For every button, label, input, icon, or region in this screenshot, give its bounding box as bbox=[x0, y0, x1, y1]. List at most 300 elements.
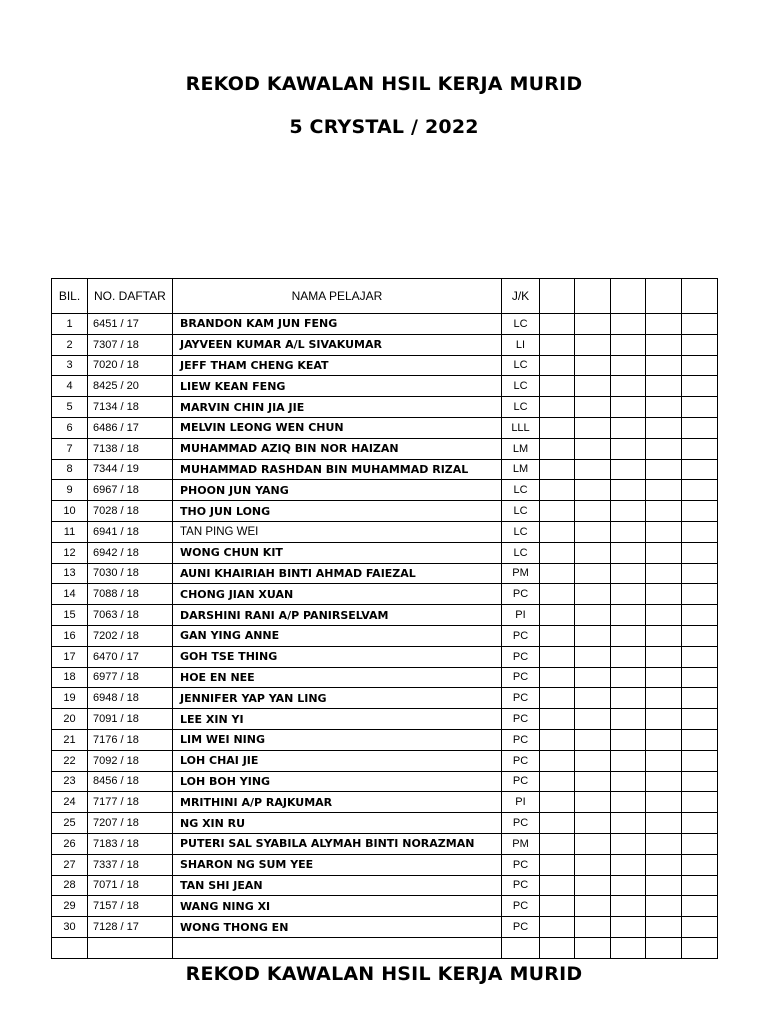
cell-blank-3 bbox=[611, 334, 646, 355]
cell-nama-pelajar: LIEW KEAN FENG bbox=[173, 376, 502, 397]
cell-blank-5 bbox=[682, 376, 718, 397]
cell-no-daftar: 7157 / 18 bbox=[88, 896, 173, 917]
table-row bbox=[52, 771, 718, 792]
cell-blank-1 bbox=[540, 563, 575, 584]
cell-blank-5 bbox=[682, 854, 718, 875]
table-row bbox=[52, 314, 718, 335]
cell-blank-1 bbox=[540, 667, 575, 688]
cell-nama-pelajar: MRITHINI A/P RAJKUMAR bbox=[173, 792, 502, 813]
table-row bbox=[52, 542, 718, 563]
cell-bil: 6 bbox=[52, 417, 88, 438]
cell-nama-pelajar: JEFF THAM CHENG KEAT bbox=[173, 355, 502, 376]
cell-blank-3 bbox=[611, 438, 646, 459]
cell-blank-5 bbox=[682, 355, 718, 376]
cell-blank-1 bbox=[540, 480, 575, 501]
cell-jk: LI bbox=[502, 334, 540, 355]
cell-jk: LC bbox=[502, 397, 540, 418]
cell-jk: LC bbox=[502, 355, 540, 376]
header-bil: BIL. bbox=[52, 279, 88, 314]
table-row bbox=[52, 480, 718, 501]
cell-blank-4 bbox=[646, 438, 682, 459]
cell-nama-pelajar: DARSHINI RANI A/P PANIRSELVAM bbox=[173, 605, 502, 626]
cell-blank-2 bbox=[575, 688, 611, 709]
cell-blank-2 bbox=[575, 584, 611, 605]
header-jk: J/K bbox=[502, 279, 540, 314]
cell-no-daftar: 7183 / 18 bbox=[88, 833, 173, 854]
cell-blank-3 bbox=[611, 771, 646, 792]
cell-nama-pelajar: MARVIN CHIN JIA JIE bbox=[173, 397, 502, 418]
cell-bil: 23 bbox=[52, 771, 88, 792]
cell-blank-3 bbox=[611, 355, 646, 376]
table-row bbox=[52, 563, 718, 584]
cell-blank-1 bbox=[540, 521, 575, 542]
cell-no-daftar: 7202 / 18 bbox=[88, 625, 173, 646]
cell-blank-5 bbox=[682, 833, 718, 854]
cell-bil: 28 bbox=[52, 875, 88, 896]
cell-blank-2 bbox=[575, 667, 611, 688]
cell-blank-4 bbox=[646, 542, 682, 563]
cell-blank-3 bbox=[611, 646, 646, 667]
cell-blank-1 bbox=[540, 417, 575, 438]
cell-blank-4 bbox=[646, 792, 682, 813]
cell-no-daftar: 7088 / 18 bbox=[88, 584, 173, 605]
cell-blank-4 bbox=[646, 397, 682, 418]
cell-nama-pelajar: LOH CHAI JIE bbox=[173, 750, 502, 771]
cell-blank-1 bbox=[540, 646, 575, 667]
cell-blank-1 bbox=[540, 833, 575, 854]
table-row bbox=[52, 750, 718, 771]
header-nama-pelajar: NAMA PELAJAR bbox=[173, 279, 502, 314]
cell-blank-5 bbox=[682, 584, 718, 605]
cell-no-daftar: 7307 / 18 bbox=[88, 334, 173, 355]
table-row bbox=[52, 501, 718, 522]
cell-blank-5 bbox=[682, 480, 718, 501]
cell-blank-5 bbox=[682, 813, 718, 834]
cell-jk: LM bbox=[502, 438, 540, 459]
cell-nama-pelajar: WONG THONG EN bbox=[173, 917, 502, 938]
cell-nama-pelajar: CHONG JIAN XUAN bbox=[173, 584, 502, 605]
cell-bil: 16 bbox=[52, 625, 88, 646]
cell-no-daftar: 7176 / 18 bbox=[88, 729, 173, 750]
table-row bbox=[52, 459, 718, 480]
cell-blank-2 bbox=[575, 771, 611, 792]
cell-no-daftar: 7134 / 18 bbox=[88, 397, 173, 418]
cell-blank-2 bbox=[575, 501, 611, 522]
cell-blank-3 bbox=[611, 792, 646, 813]
cell-blank-1 bbox=[540, 584, 575, 605]
table-row bbox=[52, 397, 718, 418]
cell-blank-2 bbox=[575, 646, 611, 667]
cell-blank-2 bbox=[575, 750, 611, 771]
cell-nama-pelajar: JENNIFER YAP YAN LING bbox=[173, 688, 502, 709]
cell-no-daftar: 7030 / 18 bbox=[88, 563, 173, 584]
cell-jk: PC bbox=[502, 625, 540, 646]
cell-blank-5 bbox=[682, 605, 718, 626]
cell-jk: PC bbox=[502, 771, 540, 792]
cell-blank-2 bbox=[575, 709, 611, 730]
cell-nama-pelajar: WONG CHUN KIT bbox=[173, 542, 502, 563]
cell-bil: 8 bbox=[52, 459, 88, 480]
table-row bbox=[52, 438, 718, 459]
cell-jk: LC bbox=[502, 480, 540, 501]
cell-no-daftar: 6451 / 17 bbox=[88, 314, 173, 335]
header-blank-5 bbox=[682, 279, 718, 314]
cell-blank-1 bbox=[540, 542, 575, 563]
cell-jk: PC bbox=[502, 854, 540, 875]
cell-blank-4 bbox=[646, 917, 682, 938]
cell-no-daftar: 7177 / 18 bbox=[88, 792, 173, 813]
cell-blank-3 bbox=[611, 625, 646, 646]
cell-bil: 15 bbox=[52, 605, 88, 626]
cell-blank-5 bbox=[682, 521, 718, 542]
cell-jk: PI bbox=[502, 605, 540, 626]
cell-blank-2 bbox=[575, 355, 611, 376]
cell-jk: PM bbox=[502, 563, 540, 584]
cell-jk: LC bbox=[502, 542, 540, 563]
cell-nama-pelajar: AUNI KHAIRIAH BINTI AHMAD FAIEZAL bbox=[173, 563, 502, 584]
cell-blank-5 bbox=[682, 459, 718, 480]
cell-jk: LC bbox=[502, 314, 540, 335]
cell-nama-pelajar: SHARON NG SUM YEE bbox=[173, 854, 502, 875]
cell-blank-5 bbox=[682, 646, 718, 667]
cell-bil: 20 bbox=[52, 709, 88, 730]
cell-blank-3 bbox=[611, 729, 646, 750]
cell-nama-pelajar: MELVIN LEONG WEN CHUN bbox=[173, 417, 502, 438]
table-row bbox=[52, 709, 718, 730]
cell-jk: PC bbox=[502, 709, 540, 730]
cell-blank-1 bbox=[540, 854, 575, 875]
cell-bil: 14 bbox=[52, 584, 88, 605]
cell-no-daftar: 7071 / 18 bbox=[88, 875, 173, 896]
cell-blank-5 bbox=[682, 501, 718, 522]
table-row bbox=[52, 376, 718, 397]
cell-no-daftar: 7063 / 18 bbox=[88, 605, 173, 626]
cell-bil: 25 bbox=[52, 813, 88, 834]
cell-no-daftar: 7344 / 19 bbox=[88, 459, 173, 480]
cell-blank-3 bbox=[611, 667, 646, 688]
cell-blank-2 bbox=[575, 625, 611, 646]
cell-blank-2 bbox=[575, 459, 611, 480]
cell-bil: 3 bbox=[52, 355, 88, 376]
cell-blank-2 bbox=[575, 833, 611, 854]
cell-jk: PC bbox=[502, 646, 540, 667]
cell-blank-4 bbox=[646, 813, 682, 834]
cell-blank-1 bbox=[540, 709, 575, 730]
cell-jk: PC bbox=[502, 688, 540, 709]
table-row bbox=[52, 792, 718, 813]
cell-nama-pelajar: JAYVEEN KUMAR A/L SIVAKUMAR bbox=[173, 334, 502, 355]
table-row bbox=[52, 334, 718, 355]
cell-nama-pelajar: GAN YING ANNE bbox=[173, 625, 502, 646]
cell-blank-5 bbox=[682, 896, 718, 917]
table-row bbox=[52, 729, 718, 750]
cell-blank-4 bbox=[646, 709, 682, 730]
cell-blank-5 bbox=[682, 688, 718, 709]
cell-no-daftar: 7092 / 18 bbox=[88, 750, 173, 771]
cell-no-daftar: 7138 / 18 bbox=[88, 438, 173, 459]
cell-blank-1 bbox=[540, 459, 575, 480]
cell-no-daftar: 6967 / 18 bbox=[88, 480, 173, 501]
cell-blank-2 bbox=[575, 729, 611, 750]
cell-bil: 18 bbox=[52, 667, 88, 688]
cell-blank-2 bbox=[575, 480, 611, 501]
header-blank-4 bbox=[646, 279, 682, 314]
cell-no-daftar: 7091 / 18 bbox=[88, 709, 173, 730]
cell-blank-2 bbox=[575, 417, 611, 438]
cell-blank-5 bbox=[682, 542, 718, 563]
cell-blank-4 bbox=[646, 875, 682, 896]
cell-blank-5 bbox=[682, 438, 718, 459]
table-row bbox=[52, 355, 718, 376]
cell-no-daftar: 8456 / 18 bbox=[88, 771, 173, 792]
cell-no-daftar: 6942 / 18 bbox=[88, 542, 173, 563]
cell-bil: 7 bbox=[52, 438, 88, 459]
cell-blank-2 bbox=[575, 792, 611, 813]
cell-jk: PC bbox=[502, 813, 540, 834]
cell-blank-5 bbox=[682, 875, 718, 896]
cell-bil bbox=[52, 937, 88, 958]
cell-blank-1 bbox=[540, 896, 575, 917]
cell-blank-1 bbox=[540, 334, 575, 355]
cell-no-daftar: 7207 / 18 bbox=[88, 813, 173, 834]
cell-no-daftar: 6948 / 18 bbox=[88, 688, 173, 709]
table-row bbox=[52, 667, 718, 688]
table-row bbox=[52, 854, 718, 875]
cell-blank-3 bbox=[611, 584, 646, 605]
cell-blank-4 bbox=[646, 605, 682, 626]
cell-no-daftar: 6941 / 18 bbox=[88, 521, 173, 542]
cell-blank-3 bbox=[611, 917, 646, 938]
cell-no-daftar: 6486 / 17 bbox=[88, 417, 173, 438]
cell-bil: 10 bbox=[52, 501, 88, 522]
cell-nama-pelajar bbox=[173, 937, 502, 958]
cell-blank-5 bbox=[682, 397, 718, 418]
cell-nama-pelajar: BRANDON KAM JUN FENG bbox=[173, 314, 502, 335]
cell-jk: LC bbox=[502, 501, 540, 522]
cell-blank-4 bbox=[646, 480, 682, 501]
cell-blank-1 bbox=[540, 813, 575, 834]
cell-blank-3 bbox=[611, 896, 646, 917]
cell-blank-4 bbox=[646, 688, 682, 709]
cell-bil: 9 bbox=[52, 480, 88, 501]
cell-blank-1 bbox=[540, 397, 575, 418]
cell-blank-1 bbox=[540, 355, 575, 376]
cell-blank-4 bbox=[646, 334, 682, 355]
cell-blank-2 bbox=[575, 397, 611, 418]
cell-blank-1 bbox=[540, 376, 575, 397]
header-blank-3 bbox=[611, 279, 646, 314]
cell-no-daftar: 7128 / 17 bbox=[88, 917, 173, 938]
cell-blank-3 bbox=[611, 521, 646, 542]
cell-nama-pelajar: TAN PING WEI bbox=[173, 521, 502, 542]
cell-blank-5 bbox=[682, 937, 718, 958]
cell-blank-5 bbox=[682, 750, 718, 771]
cell-nama-pelajar: LOH BOH YING bbox=[173, 771, 502, 792]
table-header-row bbox=[52, 279, 718, 314]
cell-blank-5 bbox=[682, 334, 718, 355]
cell-blank-1 bbox=[540, 750, 575, 771]
cell-jk: LM bbox=[502, 459, 540, 480]
table-row bbox=[52, 584, 718, 605]
cell-bil: 27 bbox=[52, 854, 88, 875]
cell-blank-4 bbox=[646, 625, 682, 646]
cell-no-daftar: 6470 / 17 bbox=[88, 646, 173, 667]
cell-jk: PC bbox=[502, 896, 540, 917]
cell-blank-5 bbox=[682, 563, 718, 584]
header-blank-1 bbox=[540, 279, 575, 314]
cell-blank-5 bbox=[682, 625, 718, 646]
cell-blank-5 bbox=[682, 917, 718, 938]
table-row bbox=[52, 605, 718, 626]
cell-nama-pelajar: MUHAMMAD AZIQ BIN NOR HAIZAN bbox=[173, 438, 502, 459]
cell-nama-pelajar: PHOON JUN YANG bbox=[173, 480, 502, 501]
cell-blank-4 bbox=[646, 729, 682, 750]
student-record-table bbox=[51, 278, 718, 959]
cell-bil: 24 bbox=[52, 792, 88, 813]
class-year-subtitle: 5 CRYSTAL / 2022 bbox=[289, 116, 479, 138]
cell-blank-1 bbox=[540, 937, 575, 958]
cell-nama-pelajar: TAN SHI JEAN bbox=[173, 875, 502, 896]
cell-blank-4 bbox=[646, 376, 682, 397]
cell-blank-3 bbox=[611, 833, 646, 854]
cell-no-daftar: 8425 / 20 bbox=[88, 376, 173, 397]
document-title: REKOD KAWALAN HSIL KERJA MURID bbox=[185, 73, 583, 95]
table-row bbox=[52, 813, 718, 834]
cell-blank-4 bbox=[646, 314, 682, 335]
cell-jk bbox=[502, 937, 540, 958]
footer-title: REKOD KAWALAN HSIL KERJA MURID bbox=[185, 963, 583, 985]
cell-nama-pelajar: HOE EN NEE bbox=[173, 667, 502, 688]
cell-blank-3 bbox=[611, 376, 646, 397]
table-row bbox=[52, 937, 718, 958]
cell-blank-1 bbox=[540, 625, 575, 646]
cell-blank-2 bbox=[575, 937, 611, 958]
cell-blank-3 bbox=[611, 854, 646, 875]
cell-bil: 30 bbox=[52, 917, 88, 938]
cell-blank-4 bbox=[646, 667, 682, 688]
cell-blank-1 bbox=[540, 688, 575, 709]
cell-blank-1 bbox=[540, 438, 575, 459]
cell-blank-4 bbox=[646, 563, 682, 584]
cell-blank-5 bbox=[682, 417, 718, 438]
cell-blank-3 bbox=[611, 813, 646, 834]
cell-bil: 19 bbox=[52, 688, 88, 709]
cell-no-daftar: 7020 / 18 bbox=[88, 355, 173, 376]
cell-bil: 13 bbox=[52, 563, 88, 584]
cell-nama-pelajar: MUHAMMAD RASHDAN BIN MUHAMMAD RIZAL bbox=[173, 459, 502, 480]
cell-blank-2 bbox=[575, 875, 611, 896]
cell-blank-5 bbox=[682, 729, 718, 750]
cell-jk: PC bbox=[502, 729, 540, 750]
cell-blank-2 bbox=[575, 376, 611, 397]
cell-blank-4 bbox=[646, 459, 682, 480]
cell-blank-2 bbox=[575, 563, 611, 584]
cell-blank-2 bbox=[575, 854, 611, 875]
header-blank-2 bbox=[575, 279, 611, 314]
cell-blank-3 bbox=[611, 937, 646, 958]
cell-blank-2 bbox=[575, 896, 611, 917]
table-row bbox=[52, 833, 718, 854]
cell-blank-5 bbox=[682, 771, 718, 792]
cell-blank-3 bbox=[611, 563, 646, 584]
cell-blank-2 bbox=[575, 813, 611, 834]
cell-bil: 5 bbox=[52, 397, 88, 418]
cell-blank-4 bbox=[646, 833, 682, 854]
cell-jk: PC bbox=[502, 750, 540, 771]
cell-blank-4 bbox=[646, 501, 682, 522]
cell-blank-1 bbox=[540, 792, 575, 813]
cell-bil: 4 bbox=[52, 376, 88, 397]
cell-blank-4 bbox=[646, 854, 682, 875]
cell-blank-3 bbox=[611, 480, 646, 501]
cell-no-daftar: 7337 / 18 bbox=[88, 854, 173, 875]
cell-blank-4 bbox=[646, 521, 682, 542]
cell-blank-5 bbox=[682, 792, 718, 813]
cell-nama-pelajar: WANG NING XI bbox=[173, 896, 502, 917]
cell-jk: LLL bbox=[502, 417, 540, 438]
table-row bbox=[52, 688, 718, 709]
cell-jk: PC bbox=[502, 875, 540, 896]
cell-jk: LC bbox=[502, 376, 540, 397]
cell-blank-1 bbox=[540, 875, 575, 896]
cell-blank-2 bbox=[575, 521, 611, 542]
cell-bil: 11 bbox=[52, 521, 88, 542]
table-row bbox=[52, 625, 718, 646]
cell-blank-4 bbox=[646, 584, 682, 605]
cell-nama-pelajar: GOH TSE THING bbox=[173, 646, 502, 667]
cell-bil: 17 bbox=[52, 646, 88, 667]
cell-nama-pelajar: LEE XIN YI bbox=[173, 709, 502, 730]
table-row bbox=[52, 917, 718, 938]
table-row bbox=[52, 896, 718, 917]
cell-blank-2 bbox=[575, 917, 611, 938]
cell-blank-4 bbox=[646, 417, 682, 438]
cell-blank-2 bbox=[575, 542, 611, 563]
cell-blank-1 bbox=[540, 771, 575, 792]
cell-blank-2 bbox=[575, 334, 611, 355]
cell-jk: PI bbox=[502, 792, 540, 813]
cell-blank-3 bbox=[611, 605, 646, 626]
cell-no-daftar bbox=[88, 937, 173, 958]
cell-nama-pelajar: PUTERI SAL SYABILA ALYMAH BINTI NORAZMAN bbox=[173, 833, 502, 854]
cell-nama-pelajar: LIM WEI NING bbox=[173, 729, 502, 750]
cell-blank-4 bbox=[646, 896, 682, 917]
cell-jk: PC bbox=[502, 667, 540, 688]
cell-jk: PC bbox=[502, 584, 540, 605]
cell-blank-3 bbox=[611, 417, 646, 438]
cell-no-daftar: 7028 / 18 bbox=[88, 501, 173, 522]
cell-blank-4 bbox=[646, 646, 682, 667]
cell-bil: 22 bbox=[52, 750, 88, 771]
cell-blank-1 bbox=[540, 729, 575, 750]
cell-jk: PC bbox=[502, 917, 540, 938]
cell-blank-3 bbox=[611, 875, 646, 896]
cell-blank-1 bbox=[540, 501, 575, 522]
cell-blank-3 bbox=[611, 688, 646, 709]
table-row bbox=[52, 875, 718, 896]
cell-bil: 21 bbox=[52, 729, 88, 750]
cell-blank-2 bbox=[575, 314, 611, 335]
table-row bbox=[52, 521, 718, 542]
cell-bil: 26 bbox=[52, 833, 88, 854]
table-row bbox=[52, 646, 718, 667]
cell-blank-3 bbox=[611, 542, 646, 563]
cell-nama-pelajar: THO JUN LONG bbox=[173, 501, 502, 522]
cell-blank-4 bbox=[646, 355, 682, 376]
cell-blank-4 bbox=[646, 937, 682, 958]
cell-blank-3 bbox=[611, 709, 646, 730]
cell-no-daftar: 6977 / 18 bbox=[88, 667, 173, 688]
